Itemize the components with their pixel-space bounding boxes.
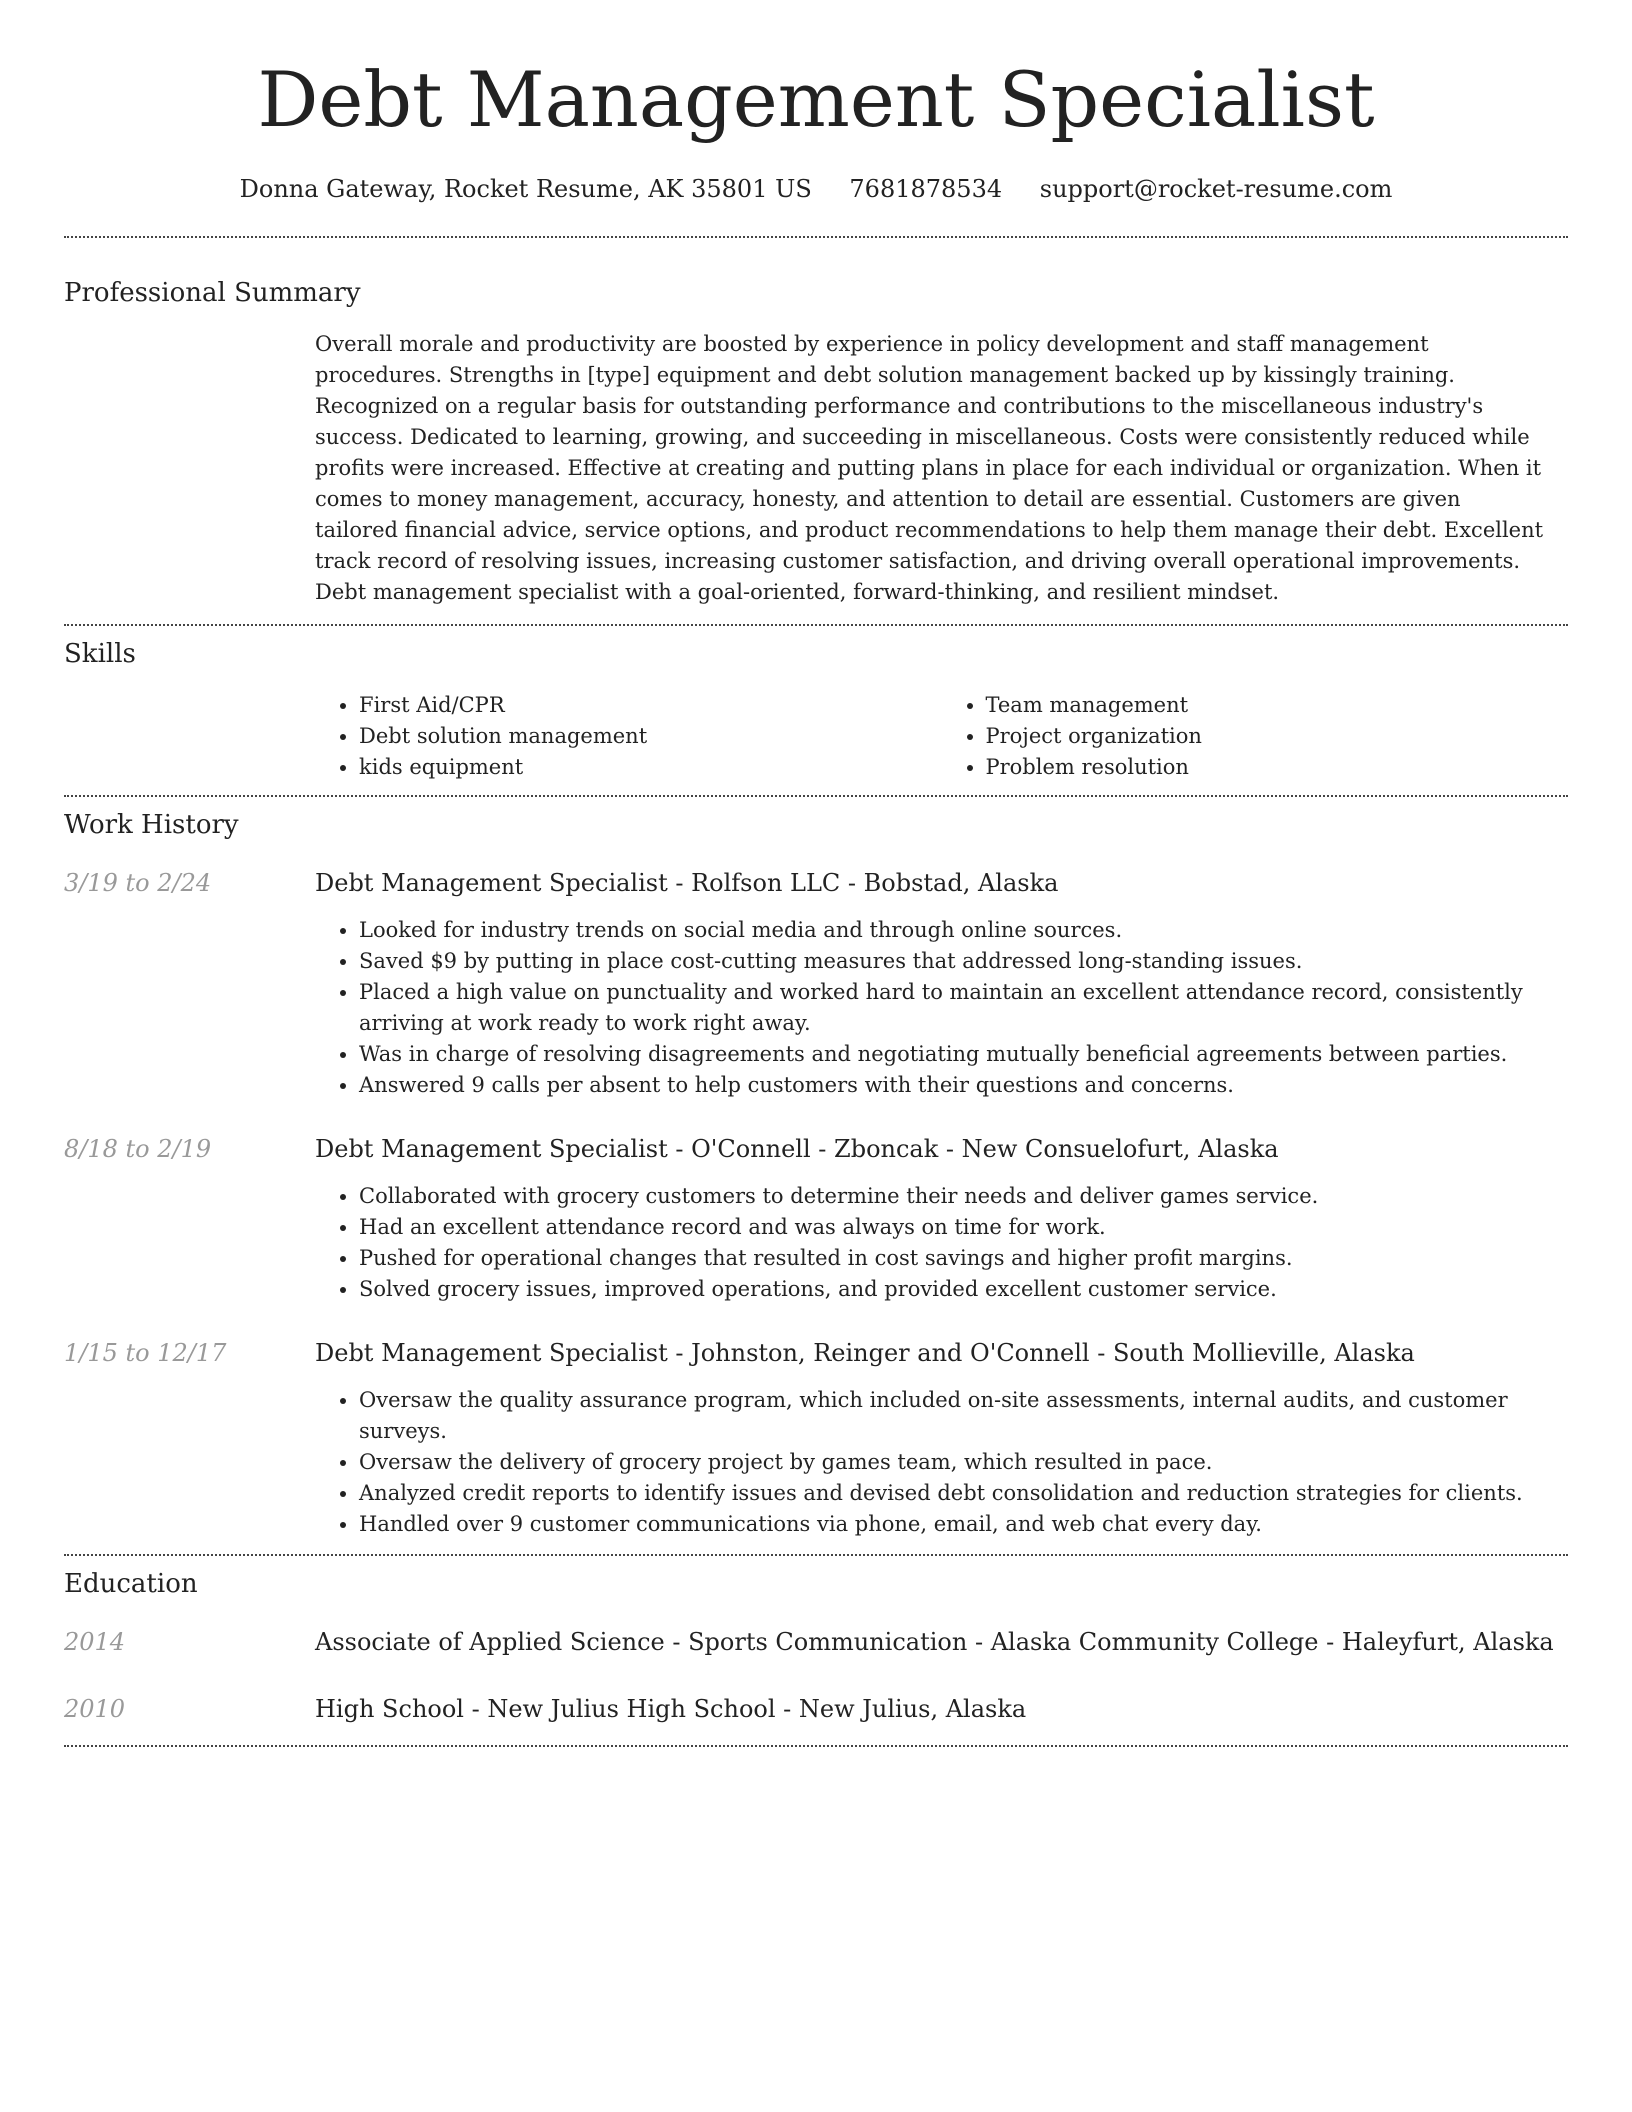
divider [64,795,1568,797]
job-bullet: • Oversaw the delivery of grocery project by games team, which resulted in pace. [359,1447,1568,1478]
education-entry [64,1626,1568,1658]
job-bullet: • Analyzed credit reports to identify issues and devised debt consolidation and reduction strategies for clients. [359,1478,1568,1509]
divider [64,1554,1568,1556]
contact-address: Donna Gateway, Rocket Resume, AK 35801 US [239,175,812,203]
job-entry [64,1337,1568,1540]
job-bullet: • Saved $9 by putting in place cost-cutting measures that addressed long-standing issues. [359,946,1568,977]
job-bullets [315,1181,1568,1305]
skill-item: • Debt solution management [359,721,942,752]
job-bullet: • Answered 9 calls per absent to help customers with their questions and concerns. [359,1070,1568,1101]
job-entry [64,867,1568,1101]
contact-email: support@rocket-resume.com [1039,175,1393,203]
job-bullet: • Placed a high value on punctuality and worked hard to maintain an excellent attendance record, consistently arriving at work ready to work right away. [359,977,1568,1039]
divider [64,624,1568,626]
section-title-summary: Professional Summary [64,278,361,308]
education-degree: Associate of Applied Science [315,1628,665,1656]
education-entry [64,1693,1568,1725]
job-bullet: • Collaborated with grocery customers to determine their needs and deliver games service. [359,1181,1568,1212]
education-degree: High School [315,1695,464,1723]
divider [64,236,1568,238]
job-bullet: • Pushed for operational changes that resulted in cost savings and higher profit margins. [359,1243,1568,1274]
skill-item: • Project organization [986,721,1569,752]
education-date: 2014 [64,1628,126,1656]
education-school: - New Julius High School - New Julius, Alaska [463,1695,1027,1723]
divider [64,1745,1568,1747]
education-details [315,1693,1026,1725]
job-bullet: • Had an excellent attendance record and was always on time for work. [359,1212,1568,1243]
resume-page [64,0,1568,1747]
job-bullets [315,1385,1568,1540]
skill-item: • Team management [986,690,1569,721]
job-bullets [315,915,1568,1101]
job-bullet: • Oversaw the quality assurance program, which included on-site assessments, internal audits, and customer surveys. [359,1385,1568,1447]
job-bullet: • Looked for industry trends on social media and through online sources. [359,915,1568,946]
summary-text: Overall morale and productivity are boosted by experience in policy development and staff management procedures. Strengths in [type] equipment and debt solution management backed up by kissingly training. Recognized on a regular basis for outstanding performance and contributions to the miscellaneous industry's success. Dedicated to learning, growing, and succeeding in miscellaneous. Costs were consistently reduced while profits were increased. Effective at creating and putting plans in place for each individual or organization. When it comes to money management, accuracy, honesty, and attention to detail are essential. Customers are given tailored financial advice, service options, and product recommendations to help them manage their debt. Excellent track record of resolving issues, increasing customer satisfaction, and driving overall operational improvements. Debt management specialist with a goal-oriented, forward-thinking, and resilient mindset. [315,332,1544,604]
job-date: 3/19 to 2/24 [64,869,212,897]
job-title: Debt Management Specialist - O'Connell - Zboncak - New Consuelofurt, Alaska [315,1135,1279,1163]
skill-item: • First Aid/CPR [359,690,942,721]
section-title-skills: Skills [64,639,136,669]
job-date: 8/18 to 2/19 [64,1135,212,1163]
education-date: 2010 [64,1695,126,1723]
job-header [64,867,1568,899]
job-date: 1/15 to 12/17 [64,1339,227,1367]
job-header [64,1133,1568,1165]
job-bullet: • Was in charge of resolving disagreements and negotiating mutually beneficial agreements between parties. [359,1039,1568,1070]
job-entry [64,1133,1568,1305]
job-title: Debt Management Specialist - Rolfson LLC - Bobstad, Alaska [315,869,1059,897]
skill-item: • Problem resolution [986,752,1569,783]
contact-line [64,174,1568,204]
job-bullet: • Solved grocery issues, improved operations, and provided excellent customer service. [359,1274,1568,1305]
education-school: - Sports Communication - Alaska Community College - Haleyfurt, Alaska [664,1628,1554,1656]
section-title-education: Education [64,1569,198,1599]
skills-list [315,690,1568,783]
job-title: Debt Management Specialist - Johnston, Reinger and O'Connell - South Mollieville, Alaska [315,1339,1415,1367]
skills-column-right [942,690,1569,783]
section-title-work: Work History [64,810,239,840]
job-header [64,1337,1568,1369]
skills-column-left [315,690,942,783]
resume-name: Debt Management Specialist [257,55,1375,144]
education-details [315,1626,1554,1658]
job-bullet: • Handled over 9 customer communications via phone, email, and web chat every day. [359,1509,1568,1540]
contact-phone: 7681878534 [849,175,1003,203]
skill-item: • kids equipment [359,752,942,783]
